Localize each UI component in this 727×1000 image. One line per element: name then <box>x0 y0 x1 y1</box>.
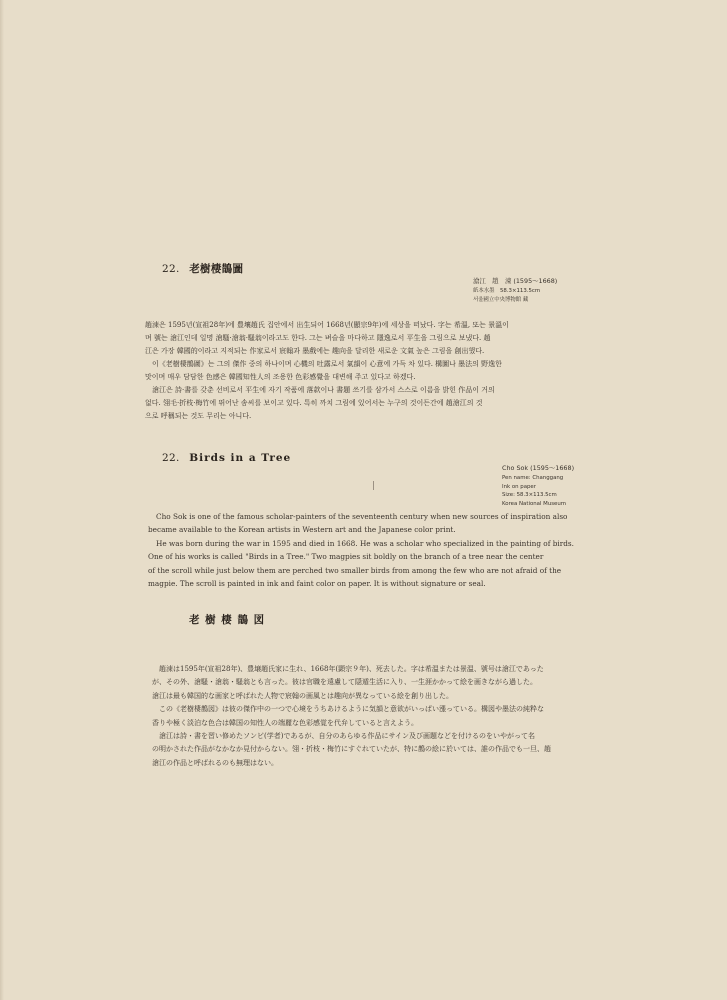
korean-credit <box>473 276 557 304</box>
japanese-line: の明かされた作品がなかなか見付からない。翎・折枝・梅竹にすぐれていたが、特に鵲の絵に於いては、誰の作品でも一旦、趙 <box>152 745 551 754</box>
korean-line: 으로 呼稱되는 것도 무리는 아니다. <box>145 412 252 420</box>
english-heading-number: 22. <box>162 452 180 464</box>
english-heading-title: Birds in a Tree <box>189 452 292 464</box>
print-mark <box>373 481 374 490</box>
korean-line: 없다. 翎毛·折枝·梅竹에 뛰어난 솜씨를 보이고 있다. 특히 까치 그림에 있어서는 누구의 것이든간에 趙滄江의 것 <box>145 399 483 407</box>
english-line: Cho Sok is one of the famous scholar-painters of the seventeenth century when new sources of inspiration also <box>156 512 568 521</box>
japanese-line: 滄江は最も韓国的な画家と呼ばれた人物で宸翰の画風とは趣向が異なっている絵を創り出した。 <box>152 691 453 700</box>
korean-line: 이《老樹棲鵲圖》는 그의 傑作 중의 하나이며 心機의 吐露로서 氣韻이 心意에 가득 차 있다. 構圖나 墨法의 野逸한 <box>152 360 502 368</box>
english-body <box>148 510 583 590</box>
english-line: of the scroll while just below them are perched two smaller birds from among the few who are not afraid of the <box>148 565 562 575</box>
japanese-heading-title: 老 樹 棲 鵲 図 <box>189 614 266 626</box>
korean-credit-medium: 紙本水墨 58.3×113.5cm <box>473 288 541 294</box>
japanese-heading <box>189 612 265 627</box>
korean-credit-collection: 서울國立中央博物館 藏 <box>473 296 529 303</box>
english-line: One of his works is called "Birds in a Tree." Two magpies sit boldly on the branch of a tree near the center <box>148 552 544 562</box>
japanese-line: 香りや極く淡泊な色合は韓国の知性人の端麗な色彩感覚を代弁していると言えよう。 <box>152 718 418 727</box>
korean-heading <box>162 261 243 276</box>
korean-heading-title: 老樹棲鵲圖 <box>189 263 244 275</box>
english-heading <box>162 452 291 464</box>
korean-line: 趙涑은 1595년(宣祖28年)에 豊壤趙氏 집안에서 出生되어 1668년(顯宗9年)에 세상을 떠났다. 字는 希溫, 또는 景溫이 <box>145 321 509 329</box>
english-line: magpie. The scroll is painted in ink and faint color on paper. It is without signature or seal. <box>148 579 486 589</box>
korean-body <box>145 319 577 423</box>
japanese-line: この《老樹棲鵲図》は彼の傑作中の一つで心境をうちあけるように気韻と意欲がいっぱい漲っている。構図や墨法の純粋な <box>159 705 544 714</box>
japanese-line: が、その外、滄騷・滄翁・騷翁とも言った。彼は官職を遠慮して隠遁生活に入り、一生涯かかって絵を画きながら過した。 <box>152 678 537 687</box>
english-line: became available to the Korean artists in Western art and the Japanese color print. <box>148 525 456 535</box>
english-credit-artist: Cho Sok (1595～1668) <box>502 464 575 472</box>
page-edge-left <box>0 0 4 1000</box>
korean-line: 江은 가장 韓國的이라고 지적되는 作家로서 宸翰과 墨戲에는 趣向을 달리한 새로운 文氣 높은 그림을 創出했다. <box>145 347 485 355</box>
japanese-body <box>152 663 580 770</box>
english-line: He was born during the war in 1595 and died in 1668. He was a scholar who specialized in the painting of birds. <box>156 538 574 548</box>
korean-heading-number: 22. <box>162 263 180 275</box>
korean-line: 며 號는 滄江인데 일명 滄騷·滄翁·騷翁이라고도 한다. 그는 벼슬을 마다하고 隱逸로서 平生을 그림으로 보냈다. 趙 <box>145 334 491 342</box>
english-credit <box>502 463 574 508</box>
korean-credit-artist: 滄江 趙 涑 (1595～1668) <box>473 277 558 285</box>
korean-line: 滄江은 詩·書를 갖춘 선비로서 平生에 자기 작품에 落款이나 書題 쓰기를 삼가서 스스로 이름을 밝힌 作品이 거의 <box>152 386 495 394</box>
korean-line: 맛이며 매우 담담한 色感은 韓國知性人의 조용한 色彩感覺을 대변해 주고 있다고 하겠다. <box>145 373 416 381</box>
english-credit-collection: Korea National Museum <box>502 500 567 507</box>
japanese-line: 滄江は詩・書を習い修めたソンビ(学者)であるが、自分のあらゆる作品にサイン及び画題などを付けるのをいやがって名 <box>159 732 535 741</box>
japanese-line: 滄江の作品と呼ばれるのも無理はない。 <box>152 758 278 767</box>
english-credit-size: Size: 58.3×113.5cm <box>502 492 557 499</box>
japanese-line: 趙涑は1595年(宣祖28年)、豊壌趙氏家に生れ、1668年(顕宗９年)、死去した。字は希温または景温、號号は滄江であった <box>159 665 544 673</box>
english-credit-medium: Ink on paper <box>502 483 536 490</box>
english-credit-pen-name: Pen name: Changgang <box>502 475 564 481</box>
